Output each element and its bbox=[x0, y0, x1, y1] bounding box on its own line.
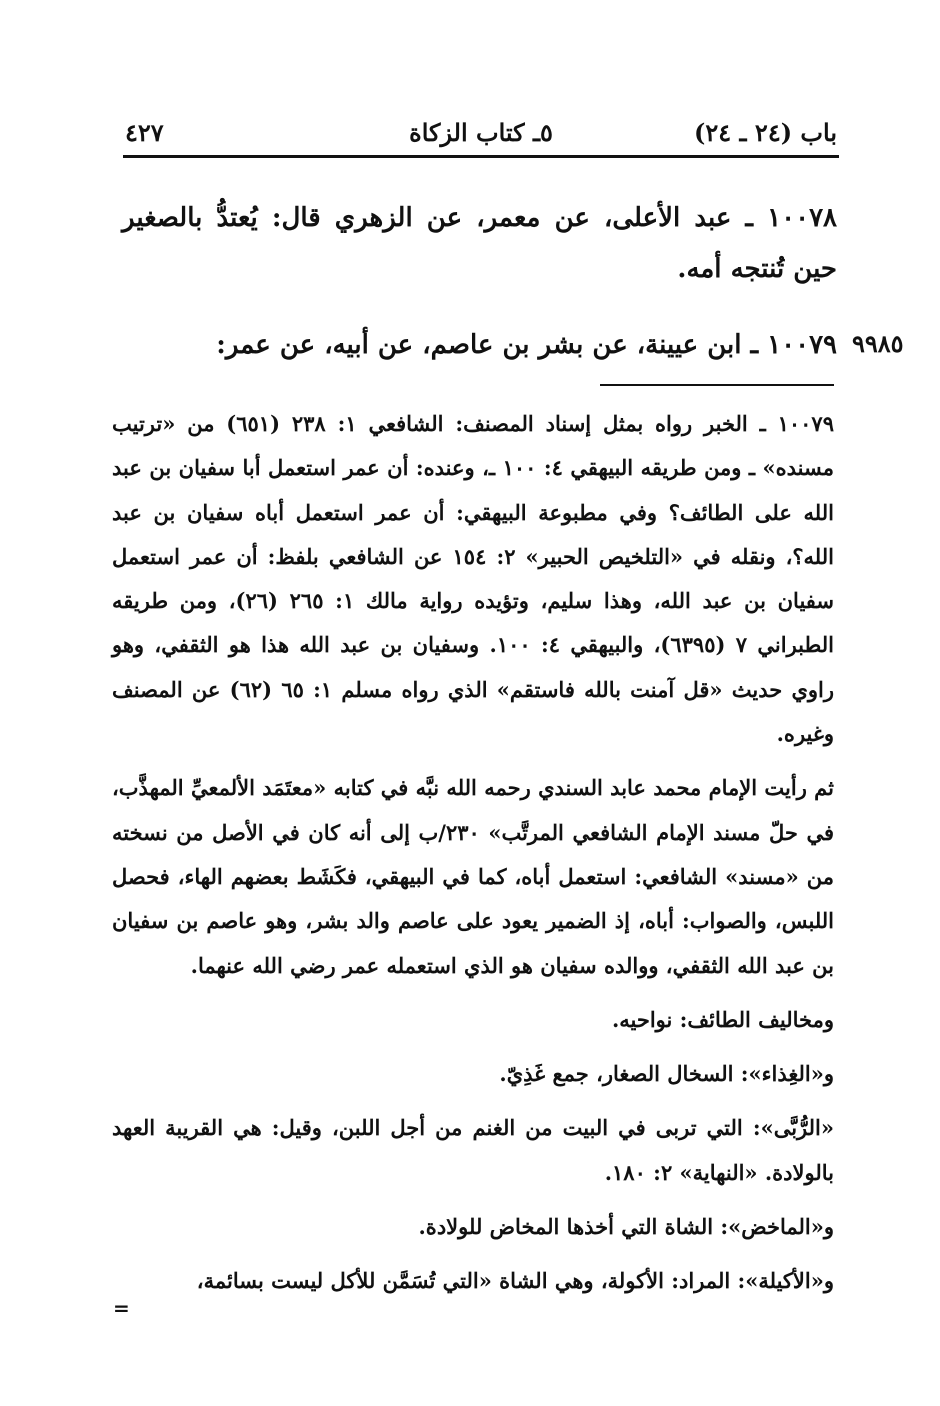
margin-number: ٩٩٨٥ bbox=[852, 329, 904, 358]
footnote-paragraph: ١٠٠٧٩ ـ الخبر رواه بمثل إسناد المصنف: الشافعي ١: ٢٣٨ (٦٥١) من «ترتيب مسنده» ـ ومن طريقه البيهقي ٤: ١٠٠ ـ، وعنده: أن عمر استعمل أبا سفيان بن عبد الله على الطائف؟ وفي مطبوعة البيهقي: أن عمر استعمل أباه سفيان بن عبد الله؟، ونقله في «التلخيص الحبير» ٢: ١٥٤ عن الشافعي بلفظ: أن عمر استعمل سفيان بن عبد الله، وهذا سليم، وتؤيده رواية مالك ١: ٢٦٥ (٢٦)، ومن طريقه الطبراني ٧ (٦٣٩٥)، والبيهقي ٤: ١٠٠. وسفيان بن عبد الله هذا هو الثقفي، وهو راوي حديث «قل آمنت بالله فاستقم» الذي رواه مسلم ١: ٦٥ (٦٢) عن المصنف وغيره. bbox=[112, 411, 834, 747]
chapter-reference: باب (٢٤ ـ ٢٤) bbox=[694, 118, 837, 147]
footnote-paragraph: و«الأكيلة»: المراد: الأكولة، وهي الشاة «التي تُسَمَّن للأكل ليست بسائمة، bbox=[196, 1268, 834, 1294]
footnote-paragraph: و«الماخض»: الشاة التي أخذها المخاض للولادة. bbox=[418, 1214, 834, 1240]
footnotes bbox=[112, 402, 834, 1314]
book-title: ٥ـ كتاب الزكاة bbox=[409, 118, 553, 147]
footnote-paragraph: «الرُّبَّى»: التي تربى في البيت من الغنم من أجل اللبن، وقيل: هي القريبة العهد بالولادة. «النهاية» ٢: ١٨٠. bbox=[112, 1115, 834, 1185]
footnote-paragraph: ثم رأيت الإمام محمد عابد السندي رحمه الله نبَّه في كتابه «معتَمَد الألمعيِّ المهذَّب، في حلّ مسند الإمام الشافعي المرتَّب» ٢٣٠/ب إلى أنه كان في الأصل من نسخته من «مسند» الشافعي: استعمل أباه، كما في البيهقي، فكَشَط بعضهم الهاء، فحصل اللبس، والصواب: أباه، إذ الضمير يعود على عاصم والد بشر، وهو عاصم بن سفيان بن عبد الله الثقفي، ووالده سفيان هو الذي استعمله عمر رضي الله عنهما. bbox=[112, 775, 834, 978]
page-number: ٤٢٧ bbox=[125, 118, 164, 147]
header-rule bbox=[123, 155, 839, 158]
footnote-paragraph: و«الغِذاء»: السخال الصغار، جمع غَذِيّ. bbox=[499, 1061, 834, 1087]
hadith-entry: ١٠٠٧٩ ـ ابن عيينة، عن بشر بن عاصم، عن أبيه، عن عمر: bbox=[216, 330, 837, 360]
footnote-paragraph: ومخاليف الطائف: نواحيه. bbox=[611, 1006, 834, 1032]
footnote-separator bbox=[600, 384, 834, 386]
hadith-entry: ١٠٠٧٨ ـ عبد الأعلى، عن معمر، عن الزهري قال: يُعتدُّ بالصغير حين تُنتجه أمه. bbox=[122, 203, 837, 284]
running-header bbox=[125, 110, 837, 154]
continuation-mark: = bbox=[113, 1296, 130, 1320]
